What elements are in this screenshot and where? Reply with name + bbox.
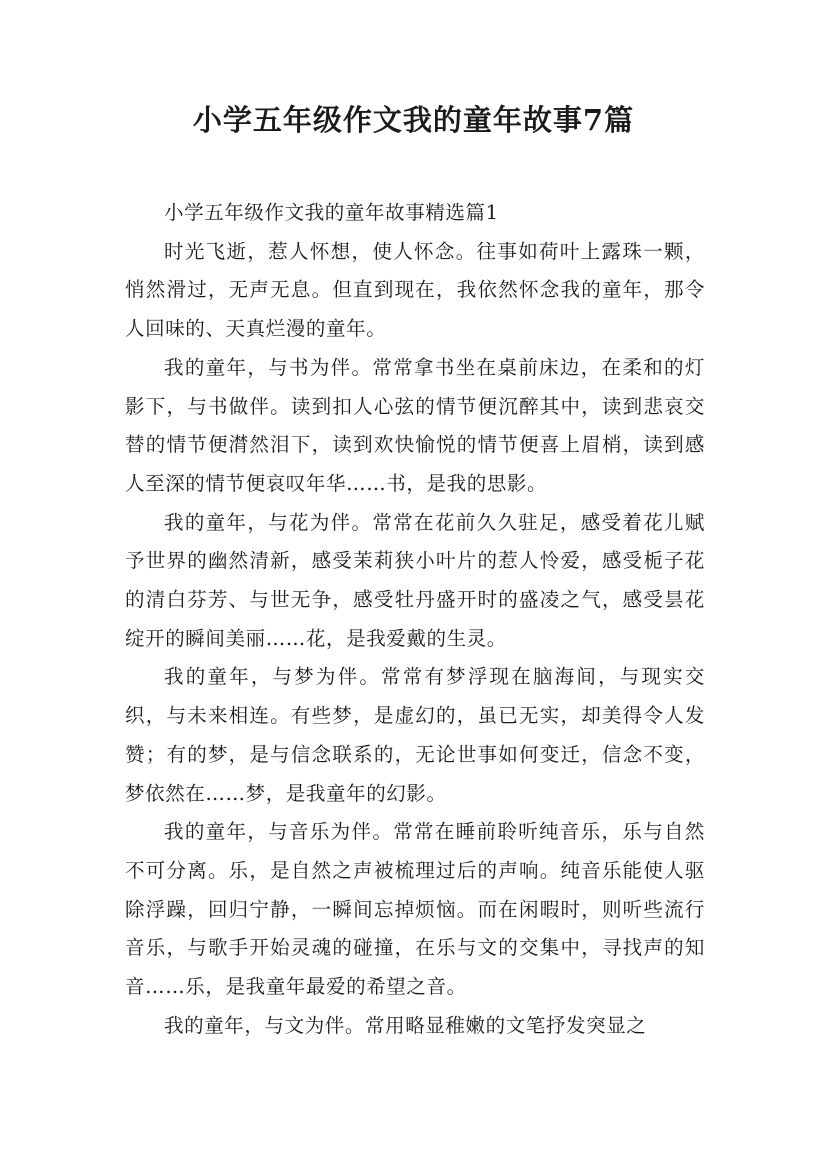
paragraph-writing: 我的童年，与文为伴。常用略显稚嫩的文笔抒发突显之: [164, 1013, 647, 1037]
paragraph-flowers: 我的童年，与花为伴。常常在花前久久驻足，感受着花儿赋予世界的幽然清新，感受茉莉狭小叶片的惹人怜爱，感受栀子花的清白芬芳、与世无争，感受牡丹盛开时的盛凌之气，感受昙花绽开的瞬间美丽……花，是我爱戴的生灵。: [125, 510, 705, 650]
paragraph-intro: 时光飞逝，惹人怀想，使人怀念。往事如荷叶上露珠一颗，悄然滑过，无声无息。但直到现在，我依然怀念我的童年，那令人回味的、天真烂漫的童年。: [125, 239, 705, 341]
document-body: [125, 194, 705, 1045]
paragraph-books: 我的童年，与书为伴。常常拿书坐在桌前床边，在柔和的灯影下，与书做伴。读到扣人心弦的情节便沉醉其中，读到悲哀交替的情节便潸然泪下，读到欢快愉悦的情节便喜上眉梢，读到感人至深的情节便哀叹年华……书，是我的思影。: [125, 355, 705, 495]
paragraph-dreams: 我的童年，与梦为伴。常常有梦浮现在脑海间，与现实交织，与未来相连。有些梦，是虚幻的，虽已无实，却美得令人发赞；有的梦，是与信念联系的，无论世事如何变迁，信念不变，梦依然在……梦，是我童年的幻影。: [125, 665, 705, 805]
paragraph-music: 我的童年，与音乐为伴。常常在睡前聆听纯音乐，乐与自然不可分离。乐，是自然之声被梳理过后的声响。纯音乐能使人驱除浮躁，回归宁静，一瞬间忘掉烦恼。而在闲暇时，则听些流行音乐，与歌手开始灵魂的碰撞，在乐与文的交集中，寻找声的知音……乐，是我童年最爱的希望之音。: [125, 820, 705, 999]
section-heading: 小学五年级作文我的童年故事精选篇1: [164, 201, 499, 224]
document-title: 小学五年级作文我的童年故事7篇: [192, 103, 635, 137]
